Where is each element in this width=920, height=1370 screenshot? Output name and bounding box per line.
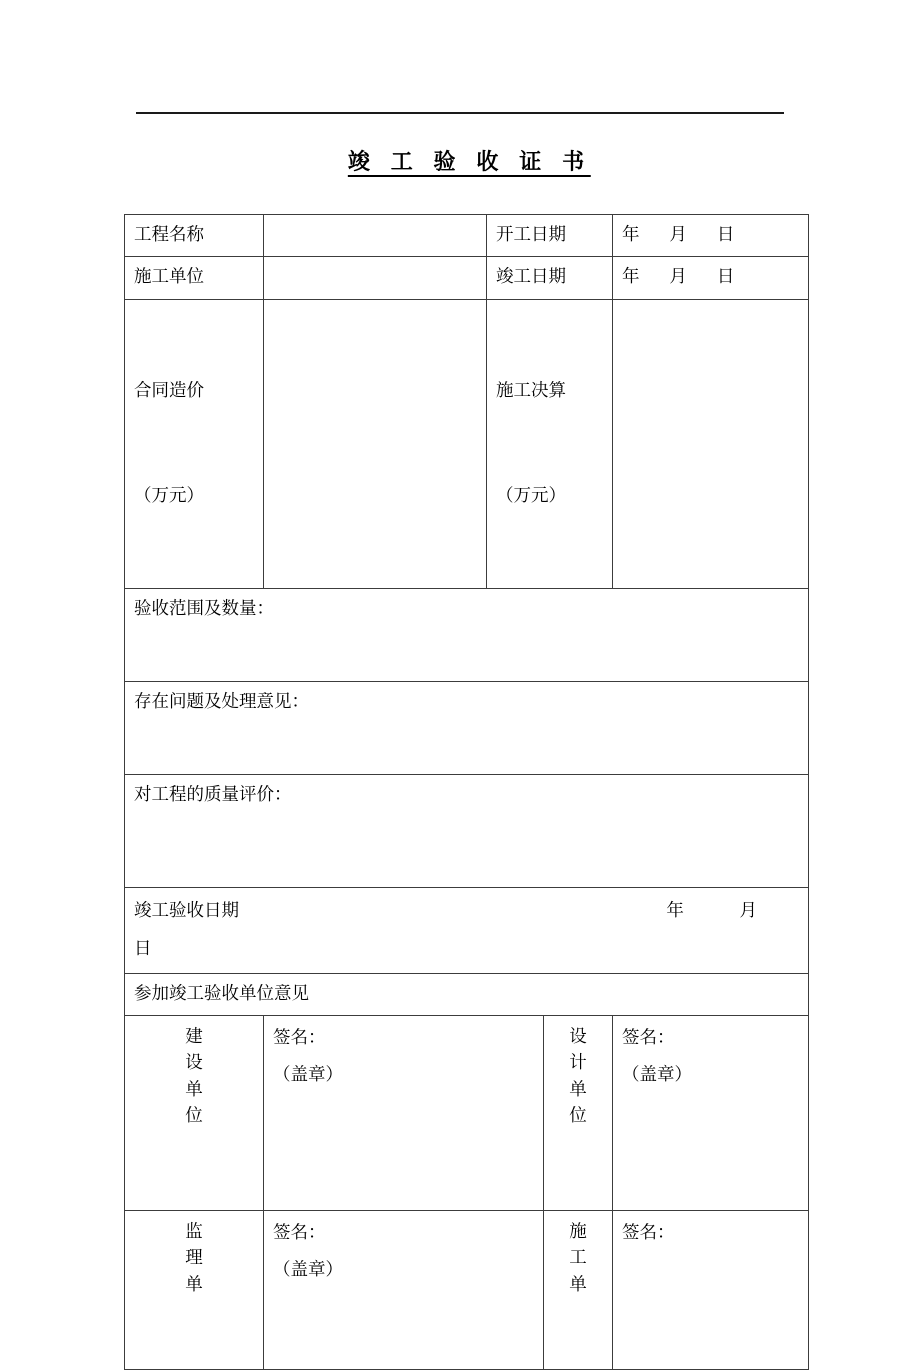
label-completion-date: 竣工日期 xyxy=(487,257,613,299)
section-issues[interactable] xyxy=(125,681,809,774)
label-start-date: 开工日期 xyxy=(487,215,613,257)
heading-participants: 参加竣工验收单位意见 xyxy=(125,973,809,1015)
label-contract-price-line1: 合同造价 xyxy=(134,380,204,401)
table-row-issues xyxy=(125,681,809,774)
signature-block-design[interactable] xyxy=(613,1015,809,1210)
label-contract-price xyxy=(125,299,264,588)
signature-label: 签名： xyxy=(273,1027,326,1048)
section-acceptance-date[interactable] xyxy=(125,887,809,973)
acceptance-date-line1 xyxy=(134,892,799,931)
signature-label: 签名： xyxy=(622,1027,675,1048)
table-row-project-name xyxy=(125,215,809,257)
unit-char: 单 xyxy=(185,1079,203,1100)
signature-label: 签名： xyxy=(622,1222,675,1243)
seal-label: （盖章） xyxy=(273,1259,343,1280)
unit-char: 理 xyxy=(185,1248,203,1269)
unit-label-builder xyxy=(544,1210,613,1369)
table-row-contractor xyxy=(125,257,809,299)
label-settlement-line2: （万元） xyxy=(496,485,566,506)
signature-label: 签名： xyxy=(273,1222,326,1243)
unit-char: 位 xyxy=(569,1106,587,1127)
signature-block-supervision[interactable] xyxy=(264,1210,544,1369)
field-start-date[interactable]: 年 月 日 xyxy=(613,215,809,257)
section-quality[interactable] xyxy=(125,774,809,887)
heading-issues: 存在问题及处理意见： xyxy=(134,691,309,712)
table-row-quality xyxy=(125,774,809,887)
table-row-acceptance-date xyxy=(125,887,809,973)
unit-char: 计 xyxy=(569,1053,587,1074)
unit-char: 设 xyxy=(185,1053,203,1074)
unit-char: 建 xyxy=(185,1026,203,1047)
label-project-name: 工程名称 xyxy=(125,215,264,257)
seal-label: （盖章） xyxy=(273,1064,343,1085)
unit-char: 位 xyxy=(185,1106,203,1127)
label-settlement-line1: 施工决算 xyxy=(496,380,566,401)
field-acceptance-date-year-month[interactable]: 年 月 xyxy=(666,900,757,921)
table-row-participants-heading xyxy=(125,973,809,1015)
heading-scope: 验收范围及数量： xyxy=(134,598,274,619)
label-contractor: 施工单位 xyxy=(125,257,264,299)
completion-acceptance-form xyxy=(124,214,809,1370)
table-row-signatures-2 xyxy=(125,1210,809,1369)
field-acceptance-date-day[interactable]: 日 xyxy=(134,939,152,959)
heading-quality: 对工程的质量评价： xyxy=(134,784,292,805)
field-project-name[interactable] xyxy=(264,215,487,257)
label-contract-price-line2: （万元） xyxy=(134,485,204,506)
unit-char: 单 xyxy=(569,1079,587,1100)
header-rule xyxy=(136,112,784,114)
field-contractor[interactable] xyxy=(264,257,487,299)
field-settlement[interactable] xyxy=(613,299,809,588)
table-row-signatures-1 xyxy=(125,1015,809,1210)
unit-label-supervision xyxy=(125,1210,264,1369)
unit-label-design xyxy=(544,1015,613,1210)
label-acceptance-date: 竣工验收日期 xyxy=(134,900,239,921)
unit-label-construction xyxy=(125,1015,264,1210)
table-row-contract-price xyxy=(125,299,809,588)
seal-label: （盖章） xyxy=(622,1064,692,1085)
unit-char: 设 xyxy=(569,1026,587,1047)
signature-block-builder[interactable] xyxy=(613,1210,809,1369)
field-contract-price[interactable] xyxy=(264,299,487,588)
unit-char: 工 xyxy=(569,1248,587,1269)
unit-char: 施 xyxy=(569,1221,587,1242)
unit-char: 单 xyxy=(185,1274,203,1295)
signature-block-construction[interactable] xyxy=(264,1015,544,1210)
section-scope[interactable] xyxy=(125,588,809,681)
page-title: 竣 工 验 收 证 书 xyxy=(347,149,591,175)
field-completion-date[interactable]: 年 月 日 xyxy=(613,257,809,299)
label-settlement xyxy=(487,299,613,588)
unit-char: 监 xyxy=(185,1221,203,1242)
unit-char: 单 xyxy=(569,1274,587,1295)
table-row-scope xyxy=(125,588,809,681)
